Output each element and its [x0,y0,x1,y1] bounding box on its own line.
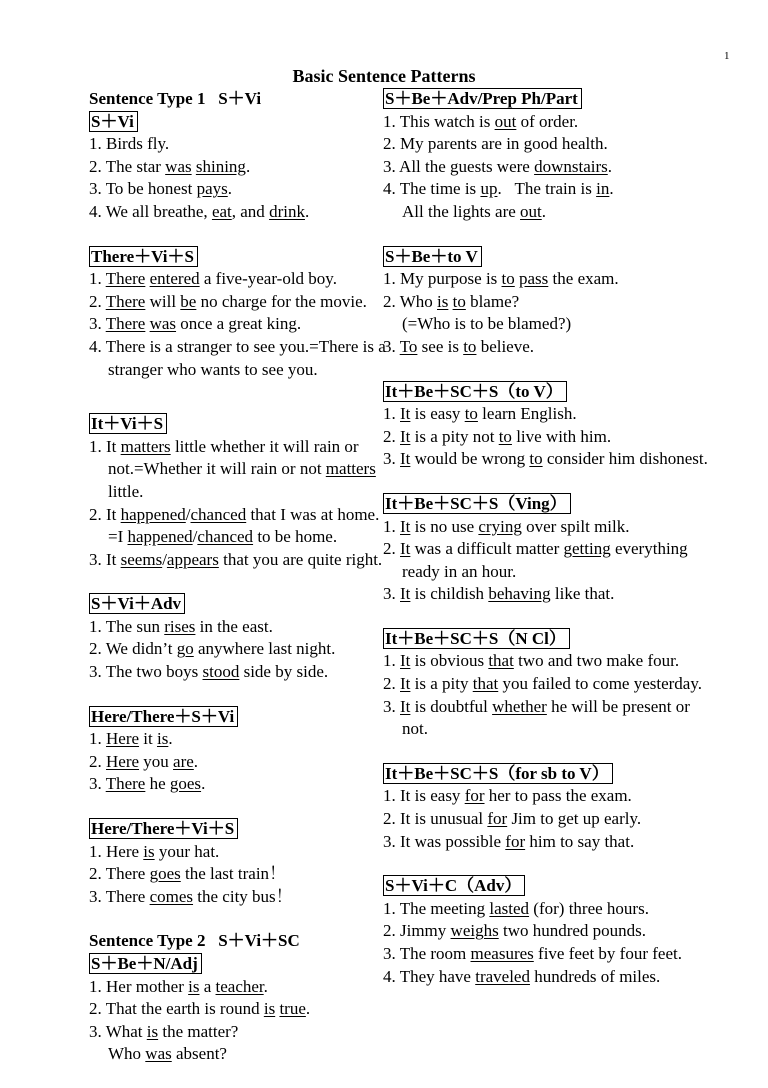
section-it-vi-s [89,413,399,571]
example-item: 3. What is the matter? [89,1021,239,1041]
example-item: 4. We all breathe, eat, and drink. [89,201,310,221]
example-item: 4. They have traveled hundreds of miles. [383,966,661,986]
sentence-type-1-heading: Sentence Type 1 S＋Vi [89,89,262,108]
example-item: 2. It is a pity that you failed to come yesterday. [383,674,703,694]
example-item: 1. It is easy to learn English. [383,404,577,424]
example-item: 2. My parents are in good health. [383,134,608,154]
example-item: 2. Here you are. [89,751,199,771]
example-item: 3. The room measures five feet by four feet. [383,944,682,963]
example-item: 1. It is obvious that two and two make four. [383,651,680,671]
section-it-be-sc-s-n-cl [383,628,713,741]
example-item: 2. It was a difficult matter getting everything ready in an hour. [383,539,688,581]
example-item: 2. That the earth is round is true. [89,999,311,1019]
example-item: 1. The meeting lasted (for) three hours. [383,898,649,918]
example-item: 3. It is doubtful whether he will be present or not. [383,696,690,739]
section-s-vi [89,88,399,224]
section-there-vi-s [89,246,399,382]
example-item: 2. There goes the last train！ [89,864,287,884]
example-continuation: =I happened/chanced to be home. [108,527,338,547]
page-title: Basic Sentence Patterns [292,66,476,86]
example-item: 2. It happened/chanced that I was at home. [89,504,380,524]
pattern-label: It＋Be＋SC＋S（Ving） [383,493,571,514]
right-column [383,88,713,1010]
pattern-label: It＋Be＋SC＋S（to V） [383,381,567,402]
example-continuation: All the lights are out. [402,201,547,221]
example-item: 1. This watch is out of order. [383,111,579,131]
pattern-label: It＋Vi＋S [89,413,167,434]
pattern-label: It＋Be＋SC＋S（N Cl） [383,628,570,649]
pattern-label: S＋Vi＋Adv [89,593,185,614]
example-item: 1. There entered a five-year-old boy. [89,269,337,289]
pattern-label: It＋Be＋SC＋S（for sb to V） [383,763,613,784]
example-item: 3. All the guests were downstairs. [383,156,613,176]
page-number: 1 [724,50,730,62]
example-item: 3. To be honest pays. [89,179,232,199]
example-item: 1. It is easy for her to pass the exam. [383,786,632,806]
section-s-vi-c-adv [383,875,713,988]
example-item: 1. Here is your hat. [89,841,220,861]
pattern-label: S＋Be＋N/Adj [89,953,202,974]
example-item: 3. It is childish behaving like that. [383,584,615,604]
section-it-be-sc-s-ving [383,493,713,606]
example-item: 3. The two boys stood side by side. [89,662,329,682]
section-it-be-sc-s-for-sb [383,763,713,853]
example-item: 2. Jimmy weighs two hundred pounds. [383,921,647,941]
pattern-label: Here/There＋Vi＋S [89,818,238,839]
example-item: 1. Her mother is a teacher. [89,976,268,996]
example-item: 3. It seems/appears that you are quite right. [89,549,383,569]
example-item: 3. It was possible for him to say that. [383,831,635,851]
pattern-label: There＋Vi＋S [89,246,198,267]
example-continuation: Who was absent? [108,1044,227,1064]
example-item: 1. Birds fly. [89,134,170,154]
example-item: 1. Here it is. [89,729,173,749]
example-item: 3. There he goes. [89,774,206,794]
example-continuation: (=Who is to be blamed?) [402,314,572,334]
pattern-label: Here/There＋S＋Vi [89,706,238,727]
pattern-label: S＋Vi [89,111,138,132]
example-item: 3. It would be wrong to consider him dishonest. [383,449,708,469]
pattern-label: S＋Be＋Adv/Prep Ph/Part [383,88,582,109]
example-item: 2. We didn’t go anywhere last night. [89,639,336,659]
example-item: 1. My purpose is to pass the exam. [383,269,619,289]
section-s-be-to-v [383,246,713,359]
example-item: 4. There is a stranger to see you.=There is a stranger who wants to see you. [89,336,386,379]
example-item: 1. The sun rises in the east. [89,616,273,636]
example-item: 1. It matters little whether it will rain or not.=Whether it will rain or not matters little. [89,436,376,501]
example-item: 2. It is unusual for Jim to get up early. [383,809,642,829]
left-column [89,88,399,1088]
pattern-label: S＋Be＋to V [383,246,482,267]
example-item: 2. The star was shining. [89,156,251,176]
example-item: 2. It is a pity not to live with him. [383,426,612,446]
section-it-be-sc-s-to-v [383,381,713,471]
pattern-label: S＋Vi＋C（Adv） [383,875,525,896]
example-item: 2. There will be no charge for the movie. [89,291,367,311]
example-item: 3. There comes the city bus！ [89,886,293,906]
example-item: 3. To see is to believe. [383,336,535,356]
example-item: 3. There was once a great king. [89,314,302,334]
sentence-type-2-heading: Sentence Type 2 S＋Vi＋SC [89,931,300,951]
example-item: 2. Who is to blame? [383,291,520,311]
section-s-vi-adv [89,593,399,683]
example-item: 1. It is no use crying over spilt milk. [383,516,630,536]
section-here-there-s-vi [89,706,399,796]
section-s-be-adv [383,88,713,224]
section-here-there-vi-s [89,818,399,908]
section-s-be-n-adj [89,930,399,1066]
example-item: 4. The time is up. The train is in. [383,179,614,199]
